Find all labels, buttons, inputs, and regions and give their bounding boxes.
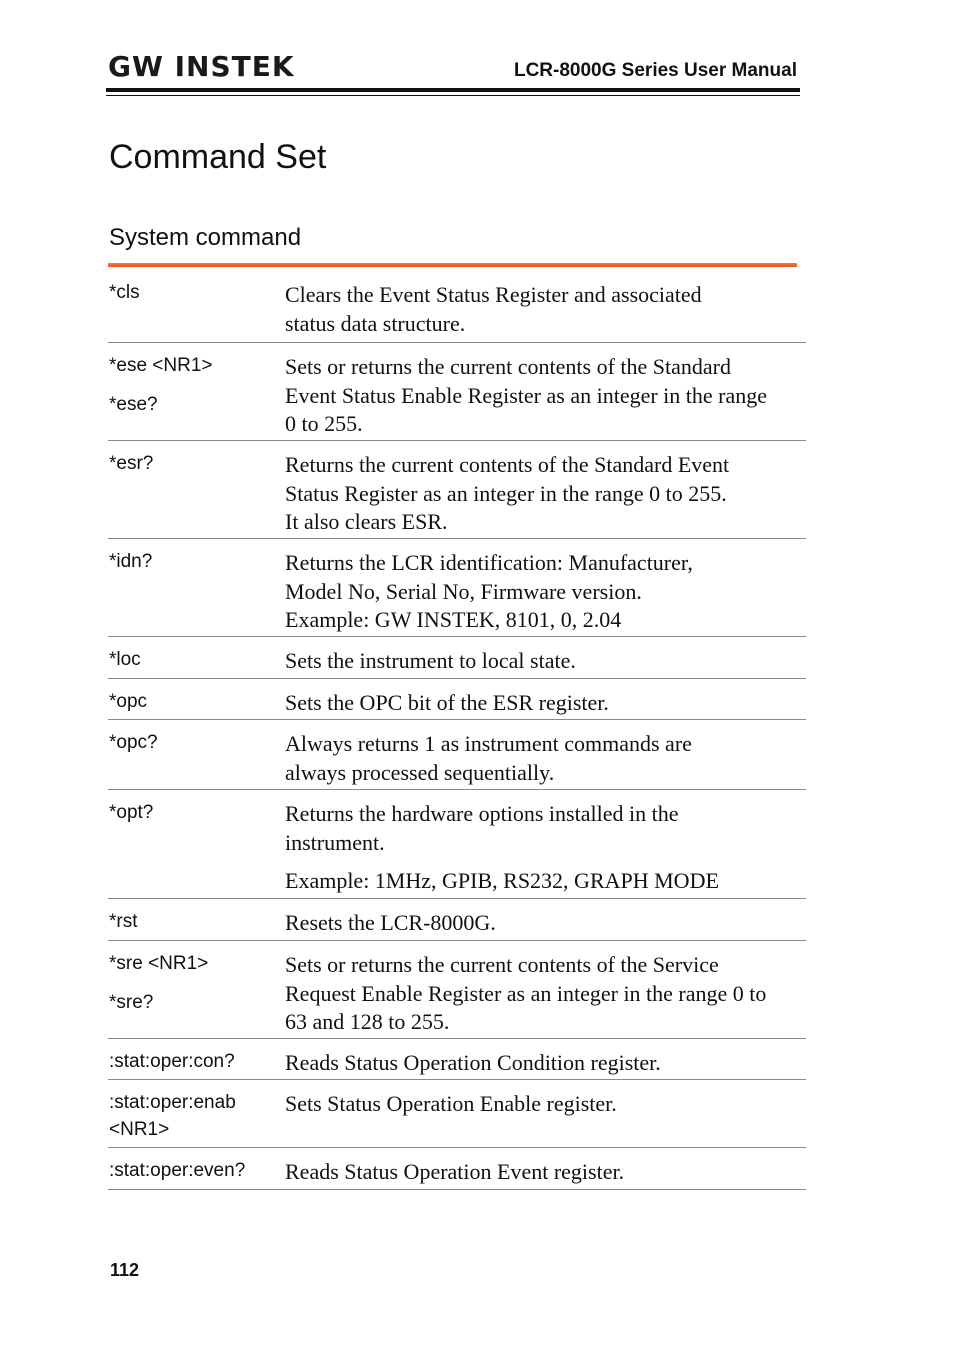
table-row xyxy=(108,539,806,637)
table-row xyxy=(108,1080,806,1148)
description-line: Returns the LCR identification: Manufacturer, xyxy=(285,550,693,575)
command-description xyxy=(285,549,805,635)
description-line: 0 to 255. xyxy=(285,411,363,436)
description-line: It also clears ESR. xyxy=(285,509,448,534)
table-row xyxy=(108,270,806,343)
command-name: *sre? xyxy=(109,992,154,1013)
command-description xyxy=(285,353,805,439)
command-description xyxy=(285,689,805,718)
command-description xyxy=(285,951,805,1037)
command-name: *esr? xyxy=(109,453,154,474)
command-name: *rst xyxy=(109,911,138,932)
command-name: *ese? xyxy=(109,394,158,415)
description-line: Example: GW INSTEK, 8101, 0, 2.04 xyxy=(285,607,622,632)
command-description xyxy=(285,647,805,676)
description-line: Event Status Enable Register as an integer in the range xyxy=(285,382,768,408)
command-name: :stat:oper:even? xyxy=(109,1160,246,1181)
command-name: *ese <NR1> xyxy=(109,355,213,376)
command-name: *opc xyxy=(109,691,148,712)
description-line: Sets or returns the current contents of the Standard xyxy=(285,354,731,379)
command-name: *opt? xyxy=(109,802,154,823)
description-line: 63 and 128 to 255. xyxy=(285,1009,450,1034)
command-name: *idn? xyxy=(109,551,153,572)
description-line: Always returns 1 as instrument commands are xyxy=(285,731,692,756)
command-description xyxy=(285,1090,805,1119)
table-row xyxy=(108,941,806,1039)
table-row xyxy=(108,441,806,539)
table-row xyxy=(108,343,806,441)
command-description xyxy=(285,1158,805,1187)
table-row xyxy=(108,720,806,790)
section-title: System command xyxy=(109,224,302,251)
table-row xyxy=(108,899,806,941)
section-rule xyxy=(108,263,797,267)
gw-instek-logo xyxy=(108,50,295,84)
description-line: Request Enable Register as an integer in the range 0 to xyxy=(285,980,767,1006)
description-line: Sets the OPC bit of the ESR register. xyxy=(285,690,609,715)
command-name: *opc? xyxy=(109,732,158,753)
command-description xyxy=(285,1049,805,1078)
description-line: Returns the current contents of the Standard Event xyxy=(285,452,730,477)
command-name: *cls xyxy=(109,282,140,303)
table-row xyxy=(108,1039,806,1080)
page-title: Command Set xyxy=(109,138,327,176)
command-name: *loc xyxy=(109,649,141,670)
command-description xyxy=(285,281,805,338)
description-line: Status Register as an integer in the range 0 to 255. xyxy=(285,480,727,506)
description-line: Reads Status Operation Condition register. xyxy=(285,1050,661,1075)
description-line: Sets Status Operation Enable register. xyxy=(285,1091,617,1116)
command-name: :stat:oper:con? xyxy=(109,1051,235,1072)
description-line: Sets or returns the current contents of the Service xyxy=(285,952,719,977)
header-rule-thin xyxy=(106,95,800,96)
description-line: status data structure. xyxy=(285,310,466,336)
command-name: :stat:oper:enab xyxy=(109,1092,236,1113)
logo-text: GW INSTEK xyxy=(108,50,295,83)
description-line: Reads Status Operation Event register. xyxy=(285,1159,625,1184)
command-table xyxy=(108,270,806,1190)
description-line: Sets the instrument to local state. xyxy=(285,648,576,673)
description-line: Resets the LCR-8000G. xyxy=(285,910,496,935)
table-row xyxy=(108,1148,806,1190)
manual-title: LCR-8000G Series User Manual xyxy=(513,60,797,81)
description-line: Example: 1MHz, GPIB, RS232, GRAPH MODE xyxy=(285,868,719,893)
command-description xyxy=(285,909,805,938)
description-line: Clears the Event Status Register and associated xyxy=(285,282,702,307)
page-number: 112 xyxy=(110,1260,140,1280)
description-line: Model No, Serial No, Firmware version. xyxy=(285,578,642,604)
table-row xyxy=(108,637,806,679)
table-row xyxy=(108,679,806,720)
description-line: instrument. xyxy=(285,829,385,855)
command-description xyxy=(285,730,805,787)
command-name: *sre <NR1> xyxy=(109,953,209,974)
table-row xyxy=(108,790,806,899)
command-description xyxy=(285,451,805,537)
command-name: <NR1> xyxy=(109,1119,170,1140)
description-line: always processed sequentially. xyxy=(285,759,555,785)
description-line: Returns the hardware options installed in the xyxy=(285,801,679,826)
header-rule xyxy=(106,88,800,92)
